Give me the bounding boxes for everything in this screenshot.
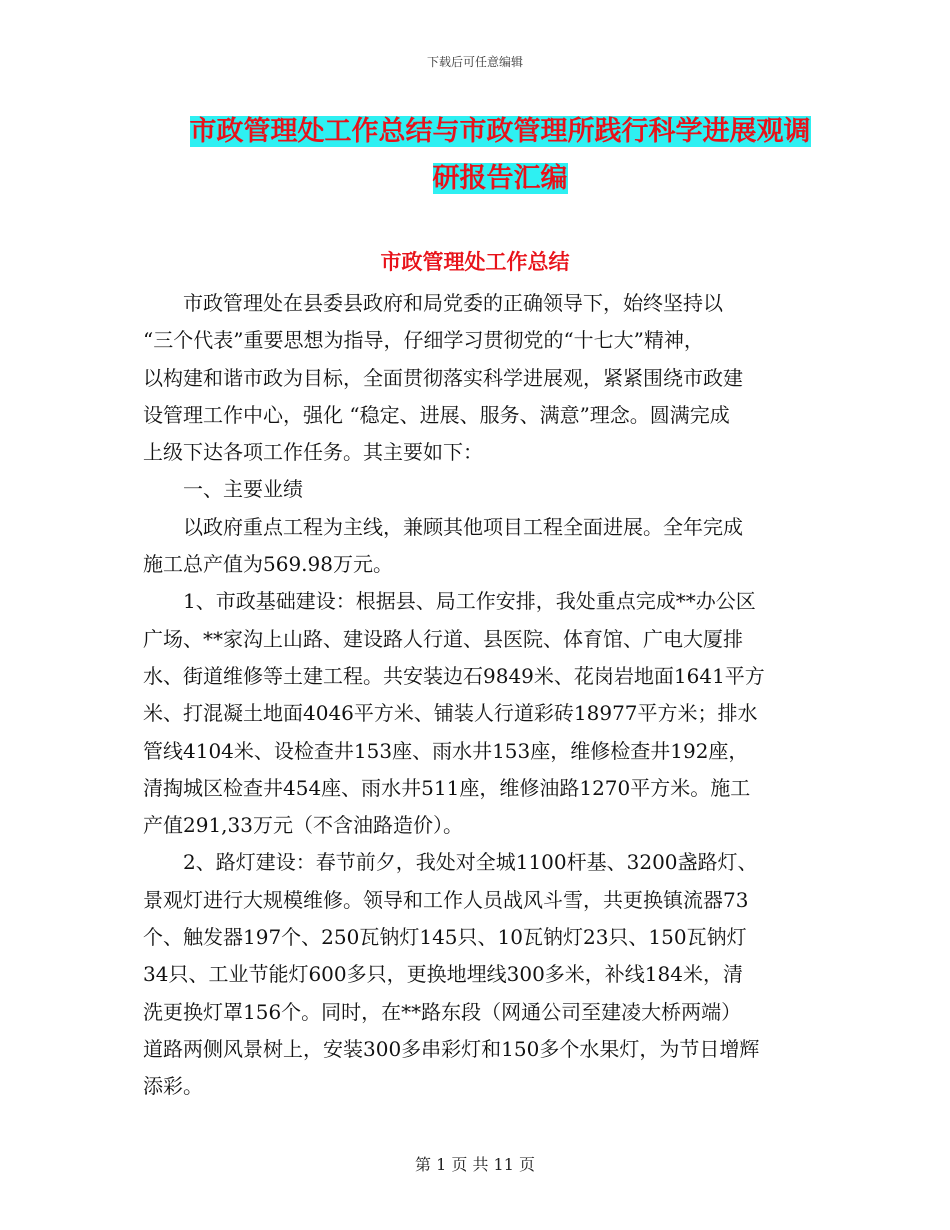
paragraph-heading-achievements: 一、主要业绩 bbox=[143, 477, 303, 502]
page-number: 第 1 页 共 11 页 bbox=[415, 1155, 535, 1174]
header-note: 下载后可任意编辑 bbox=[426, 55, 523, 69]
paragraph-overview: 以政府重点工程为主线，兼顾其他项目工程全面进展。全年完成 施工总产值为569.98万元。 bbox=[143, 514, 743, 577]
document-title-line-2: 研报告汇编 bbox=[432, 163, 568, 194]
document-title bbox=[180, 108, 820, 202]
document-title-line-1: 市政管理处工作总结与市政管理所践行科学进展观调 bbox=[189, 116, 811, 147]
document-body bbox=[143, 285, 815, 1106]
section-title: 市政管理处工作总结 bbox=[380, 250, 570, 274]
paragraph-infrastructure: 1、市政基础建设：根据县、局工作安排，我处重点完成**办公区 广场、**家沟上山路、建设路人行道、县医院、体育馆、广电大厦排 水、街道维修等土建工程。共安装边石9849米、花岗岩地面1641平方 米、打混凝土地面4046平方米、铺装人行道彩砖18977平方米；排水 管线4104米、设检查井153座、雨水井153座，维修检查井192座， 清掏城区检查井454座、雨水井511座，维修油路1270平方米。施工 产值291,33万元（不含油路造价）。 bbox=[143, 589, 765, 838]
paragraph-intro: 市政管理处在县委县政府和局党委的正确领导下，始终坚持以 “三个代表”重要思想为指导，仔细学习贯彻党的“十七大”精神， 以构建和谐市政为目标，全面贯彻落实科学进展观，紧紧围绕市政建 设管理工作中心，强化 “稳定、进展、服务、满意”理念。圆满完成 上级下达各项工作任务。其主要如下： bbox=[143, 291, 743, 465]
paragraph-street-lights: 2、路灯建设：春节前夕，我处对全城1100杆基、3200盏路灯、 景观灯进行大规模维修。领导和工作人员战风斗雪，共更换镇流器73 个、触发器197个、250瓦钠灯145只、10瓦钠灯23只、150瓦钠灯 34只、工业节能灯600多只，更换地埋线300多米，补线184米，清 洗更换灯罩156个。同时，在**路东段（网通公司至建凌大桥两端） 道路两侧风景树上，安装300多串彩灯和150多个水果灯，为节日增辉 添彩。 bbox=[143, 850, 760, 1099]
